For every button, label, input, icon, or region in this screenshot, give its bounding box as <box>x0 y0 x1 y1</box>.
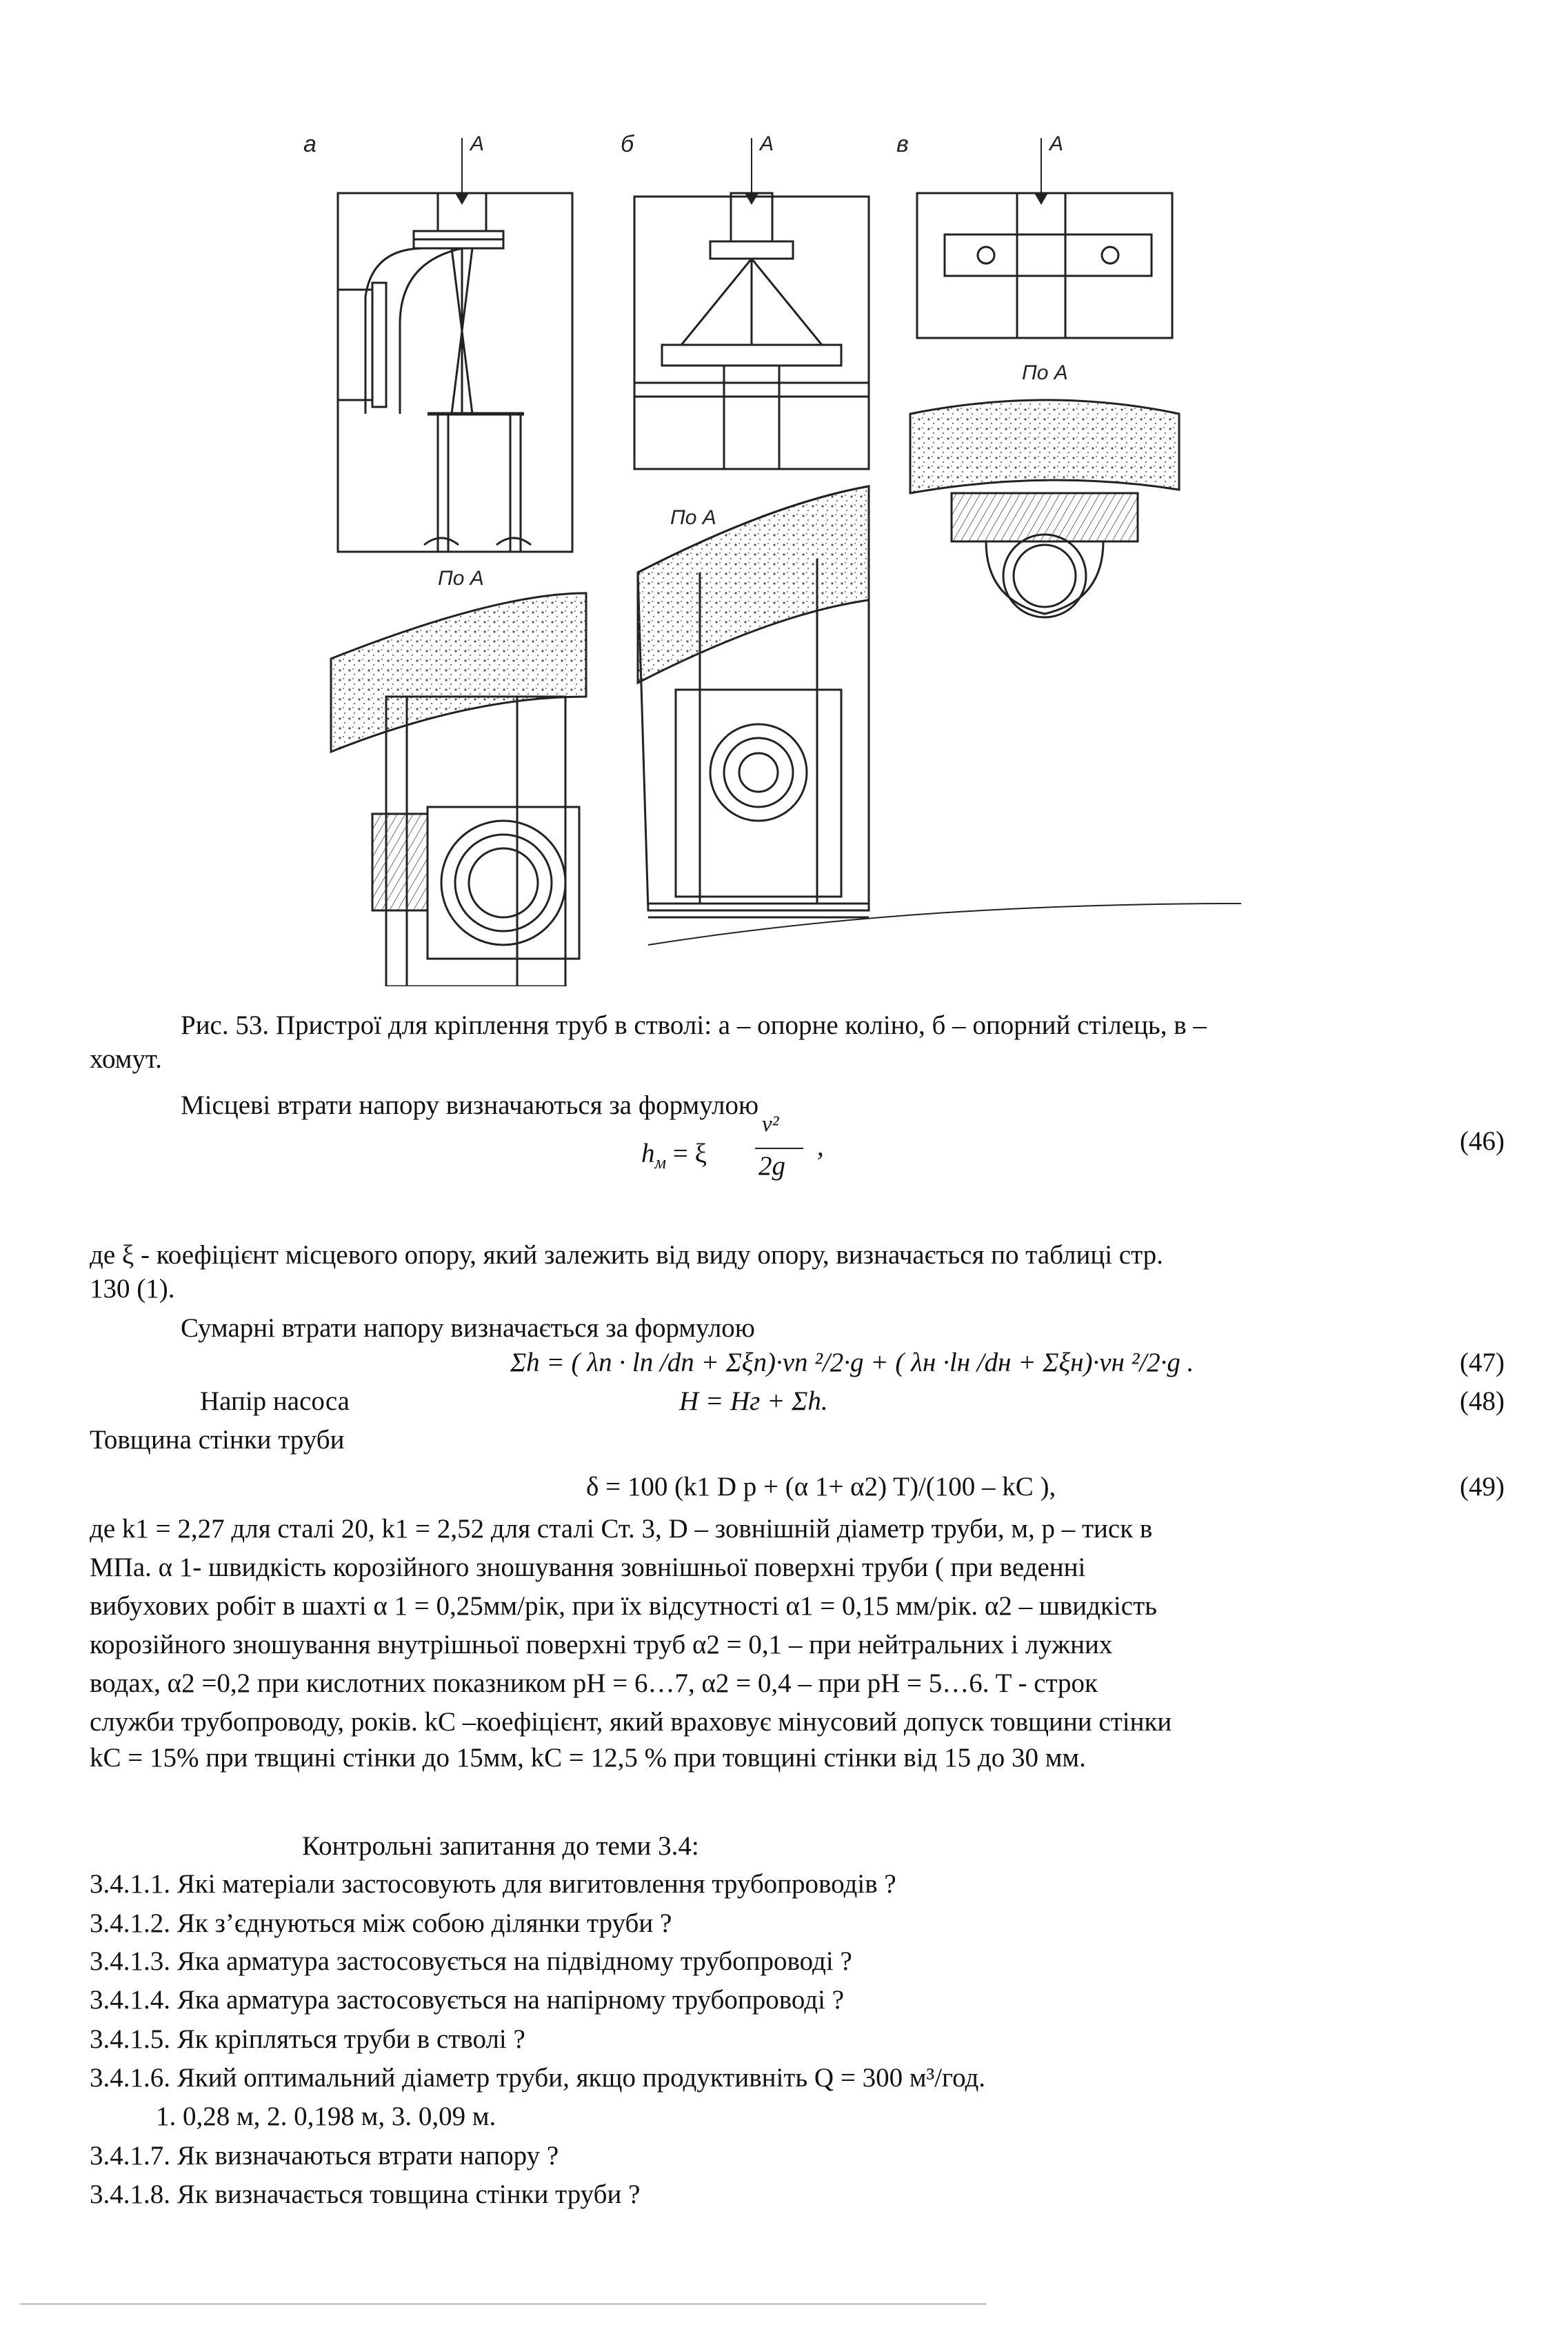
question-item: 3.4.1.2. Як з’єднуються між собою ділянки труби ? <box>90 1908 672 1938</box>
eq46-numerator: v² <box>762 1112 779 1137</box>
question-answers: 1. 0,28 м, 2. 0,198 м, 3. 0,09 м. <box>156 2102 496 2131</box>
para-local-losses: Місцеві втрати напору визначаються за формулою <box>181 1090 759 1120</box>
fig-label-b: б <box>621 131 634 157</box>
para-xi-line-2: 130 (1). <box>90 1274 175 1304</box>
eq49-formula: δ = 100 (k1 D p + (α 1+ α2) T)/(100 – kC ), <box>586 1472 1056 1502</box>
fig-arrow-b: A <box>760 132 774 155</box>
caption-line-1: Рис. 53. Пристрої для кріплення труб в стволі: а – опорне коліно, б – опорний стілець, в – <box>181 1010 1207 1040</box>
questions-title: Контрольні запитання до теми 3.4: <box>302 1831 699 1861</box>
explanation-line-3: вибухових робіт в шахті α 1 = 0,25мм/рік, при їх відсутності α1 = 0,15 мм/рік. α2 – швидкість <box>90 1591 1157 1621</box>
eq46-lhs: $h_м = \xi$ <box>641 1139 707 1173</box>
question-item: 3.4.1.3. Яка арматура застосовується на підвідному трубопроводі ? <box>90 1946 852 1976</box>
explanation-line-6: служби трубопроводу, років. kC –коефіцієнт, який враховує мінусовий допуск товщини стінки <box>90 1707 1172 1737</box>
fig-arrow-a: A <box>470 132 485 155</box>
caption-line-2: хомут. <box>90 1044 162 1074</box>
eq46-number: (46) <box>1460 1126 1505 1156</box>
eq48-formula: H = Hг + Σh. <box>679 1386 828 1416</box>
fig-view-b: По А <box>670 506 716 529</box>
question-item: 3.4.1.4. Яка арматура застосовується на напірному трубопроводі ? <box>90 1985 845 2015</box>
fig-arrow-v: A <box>1049 132 1064 155</box>
question-item: 3.4.1.5. Як кріпляться труби в стволі ? <box>90 2024 525 2054</box>
eq48-label: Напір насоса <box>200 1386 350 1416</box>
fig-view-v: По А <box>1022 361 1068 384</box>
fig-label-a: а <box>303 131 316 157</box>
explanation-line-7: kC = 15% при твщині стінки до 15мм, kC = 12,5 % при товщині стінки від 15 до 30 мм. <box>90 1743 1086 1773</box>
para-total-losses: Сумарні втрати напору визначається за формулою <box>181 1313 755 1343</box>
eq47-formula: Σh = ( λп · lп /dп + Σξп)·vп ²/2·g + ( λн ·lн /dн + Σξн)·vн ²/2·g . <box>510 1348 1194 1377</box>
eq46-fraction-bar <box>755 1148 803 1149</box>
explanation-line-4: корозійного зношування внутрішньої поверхні труб α2 = 0,1 – при нейтральних і лужних <box>90 1630 1113 1659</box>
explanation-line-5: водах, α2 =0,2 при кислотних показником pH = 6…7, α2 = 0,4 – при pH = 5…6. T - строк <box>90 1668 1098 1698</box>
eq47-number: (47) <box>1460 1348 1505 1377</box>
pipe-support-figure <box>290 117 1255 986</box>
eq46-denominator: 2g <box>758 1151 785 1181</box>
question-item: 3.4.1.6. Який оптимальний діаметр труби, якщо продуктивніть Q = 300 м³/год. <box>90 2063 986 2093</box>
fig-view-a: По А <box>438 567 484 590</box>
fig-label-v: в <box>896 131 909 157</box>
eq46-tail: , <box>817 1132 824 1161</box>
question-item: 3.4.1.7. Як визначаються втрати напору ? <box>90 2141 559 2171</box>
explanation-line-2: МПа. α 1- швидкість корозійного зношування зовнішньої поверхні труби ( при веденні <box>90 1553 1086 1582</box>
para-xi-line-1: де ξ - коефіцієнт місцевого опору, який залежить від виду опору, визначається по таблиці стр. <box>90 1240 1163 1270</box>
question-item: 3.4.1.8. Як визначається товщина стінки труби ? <box>90 2180 641 2209</box>
eq48-number: (48) <box>1460 1386 1505 1416</box>
eq49-number: (49) <box>1460 1472 1505 1502</box>
question-item: 3.4.1.1. Які матеріали застосовують для вигитовлення трубопроводів ? <box>90 1869 896 1899</box>
explanation-line-1: де k1 = 2,27 для сталі 20, k1 = 2,52 для сталі Ст. 3, D – зовнішній діаметр труби, м, р – тиск в <box>90 1514 1153 1544</box>
para-wall-thickness: Товщина стінки труби <box>90 1425 345 1455</box>
